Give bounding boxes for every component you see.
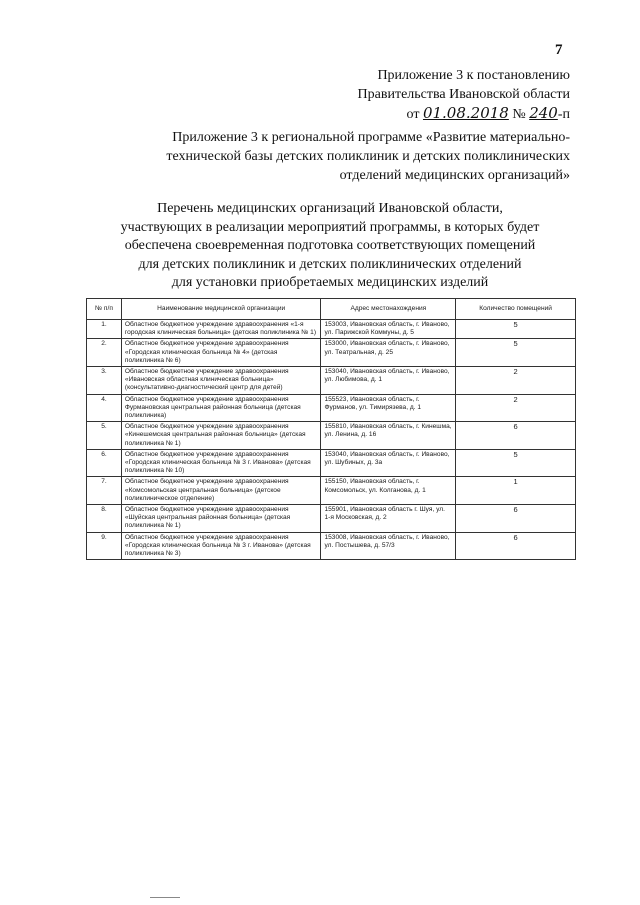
row-count: 2 [456,394,576,422]
row-count: 6 [456,422,576,450]
table-row [87,367,576,395]
row-address: 153000, Ивановская область, г. Иваново, ул. Театральная, д. 25 [321,339,456,367]
page-number: 7 [555,42,563,58]
row-address: 155523, Ивановская область, г. Фурманов, ул. Тимирязева, д. 1 [321,394,456,422]
row-name: Областное бюджетное учреждение здравоохранения «Шуйская центральная районная больница» (детская поликлиника № 1) [121,505,321,533]
header-count: Количество помещений [456,299,576,320]
row-count: 6 [456,532,576,560]
row-num: 9. [87,532,122,560]
row-name: Областное бюджетное учреждение здравоохранения «Городская клиническая больница № 4» (детская поликлиника № 6) [121,339,321,367]
row-address: 153003, Ивановская область, г. Иваново, ул. Парижской Коммуны, д. 5 [321,320,456,339]
row-address: 155810, Ивановская область, г. Кинешма, ул. Ленина, д. 16 [321,422,456,450]
list-title-line-1: Перечень медицинских организаций Ивановской области, [157,201,503,216]
header-num: № п/п [87,299,122,320]
handwritten-number: 240 [529,104,558,122]
table-header-row [87,299,576,320]
row-num: 6. [87,449,122,477]
row-count: 5 [456,339,576,367]
row-address: 153040, Ивановская область, г. Иваново, ул. Любимова, д. 1 [321,367,456,395]
program-header [150,128,570,185]
number-suffix: -п [557,107,570,122]
program-line-2: технической базы детских поликлиник и детских поликлинических [166,149,570,164]
row-num: 1. [87,320,122,339]
decree-line-1: Приложение 3 к постановлению [377,68,570,83]
from-label: от [406,107,420,122]
row-name: Областное бюджетное учреждение здравоохранения «Кинешемская центральная районная больница» (детская поликлиника № 1) [121,422,321,450]
row-count: 1 [456,477,576,505]
table-row [87,449,576,477]
table-row [87,394,576,422]
row-name: Областное бюджетное учреждение здравоохранения «Комсомольская центральная больница» (детское поликлиническое отделение) [121,477,321,505]
decree-date-line [320,104,570,124]
list-title-line-3: обеспечена своевременная подготовка соответствующих помещений [124,238,536,253]
row-name: Областное бюджетное учреждение здравоохранения Фурмановская центральная районная больница (детская поликлиника) [121,394,321,422]
header-address: Адрес местонахождения [321,299,456,320]
row-name: Областное бюджетное учреждение здравоохранения «Городская клиническая больница № 3 г. Иванова» (детская поликлиника № 10) [121,449,321,477]
table-row [87,532,576,560]
row-num: 8. [87,505,122,533]
row-count: 2 [456,367,576,395]
program-line-3: отделений медицинских организаций» [339,168,570,183]
row-num: 5. [87,422,122,450]
handwritten-date: 01.08.2018 [422,104,509,122]
row-num: 4. [87,394,122,422]
row-count: 5 [456,320,576,339]
row-num: 3. [87,367,122,395]
list-title-line-5: для установки приобретаемых медицинских изделий [171,275,489,290]
number-label: № [512,107,526,122]
list-title-line-4: для детских поликлиник и детских поликлинических отделений [138,256,522,272]
row-count: 5 [456,449,576,477]
list-title [90,200,570,293]
table-row [87,477,576,505]
row-address: 153040, Ивановская область, г. Иваново, ул. Шубиных, д. 3а [321,449,456,477]
decree-header [320,66,570,124]
row-num: 2. [87,339,122,367]
table-row [87,505,576,533]
row-address: 153008, Ивановская область, г. Иваново, ул. Постышева, д. 57/3 [321,532,456,560]
table-row [87,339,576,367]
row-address: 155150, Ивановская область, г. Комсомольск, ул. Колганова, д. 1 [321,477,456,505]
row-name: Областное бюджетное учреждение здравоохранения «Ивановская областная клиническая больница» (консультативно-диагностический центр для детей) [121,367,321,395]
row-address: 155901, Ивановская область г. Шуя, ул. 1-я Московская, д. 2 [321,505,456,533]
row-num: 7. [87,477,122,505]
organizations-table [86,298,576,560]
bottom-scan-mark [150,897,180,898]
row-name: Областное бюджетное учреждение здравоохранения «Городская клиническая больница № 3 г. Иванова» (детская поликлиника № 3) [121,532,321,560]
table-row [87,422,576,450]
header-name: Наименование медицинской организации [121,299,321,320]
table-row [87,320,576,339]
row-count: 6 [456,505,576,533]
program-line-1: Приложение 3 к региональной программе «Развитие материально- [172,130,570,145]
decree-line-2: Правительства Ивановской области [357,87,570,102]
list-title-line-2: участвующих в реализации мероприятий программы, в которых будет [120,219,540,235]
row-name: Областное бюджетное учреждение здравоохранения «1-я городская клиническая больница» (детская поликлиника № 1) [121,320,321,339]
